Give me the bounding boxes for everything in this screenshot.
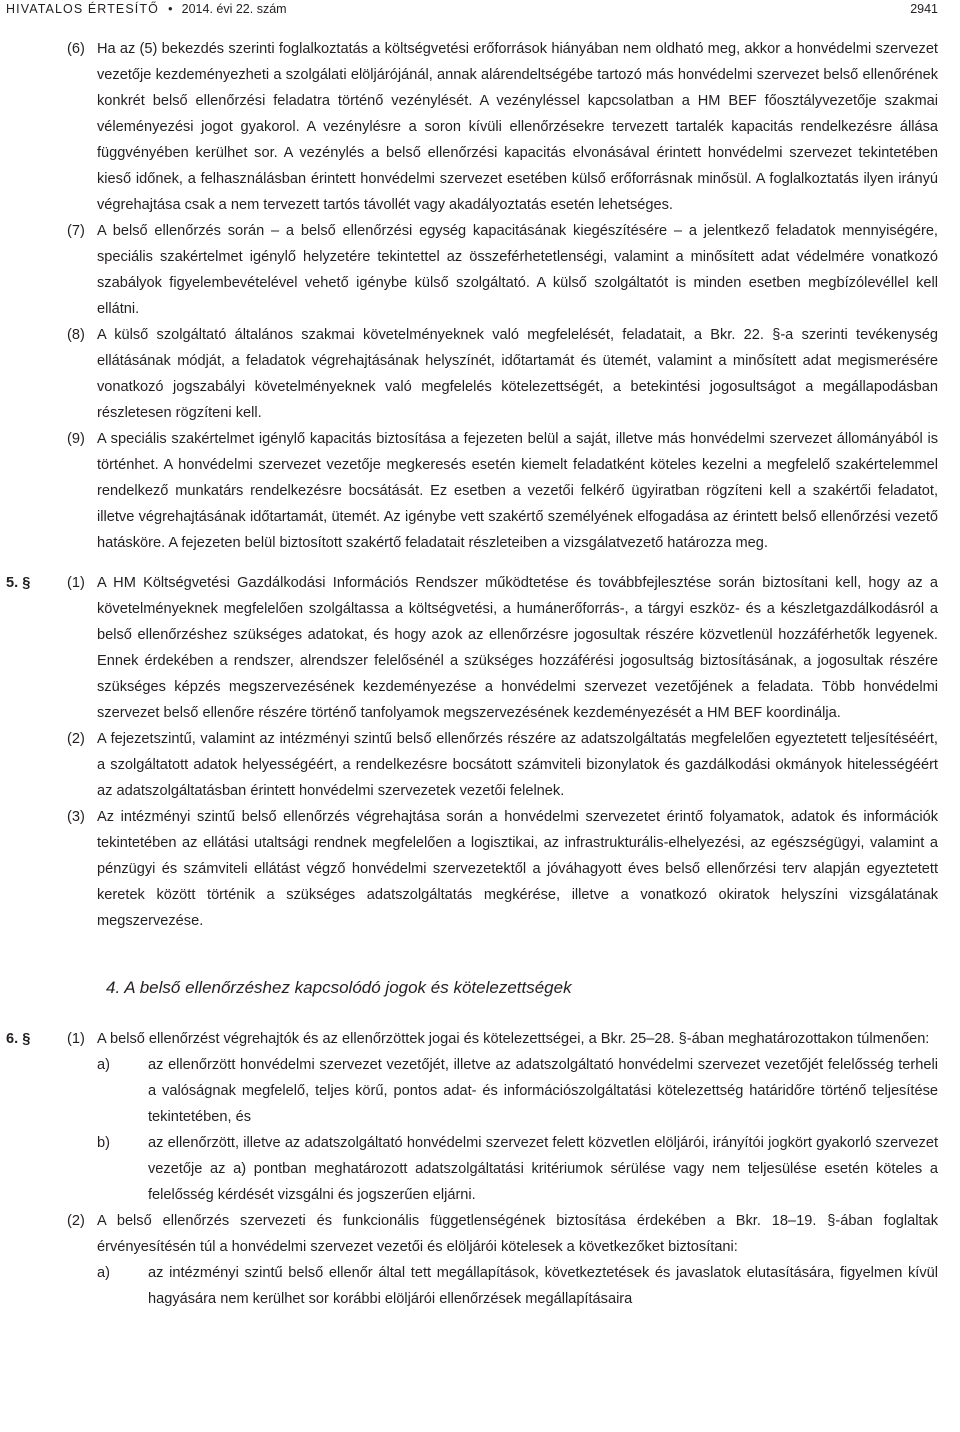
section-5-paragraph-1	[0, 570, 960, 726]
page-number: 2941	[910, 2, 938, 16]
section-6-paragraph-1	[0, 1026, 960, 1052]
chapter-heading: 4. A belső ellenőrzéshez kapcsolódó jogok és kötelezettségek	[106, 978, 572, 997]
paragraph-text: A fejezetszintű, valamint az intézményi szintű belső ellenőrzés részére az adatszolgáltatás megfelelően egyeztetett teljesítéséért, a szolgáltatott adatok helyességéért, a rendelkezésre bocsátott számviteli bizonylatok és gazdálkodási okmányok hitelességéért az adatszolgáltatásban érintett honvédelmi szervezetek vezetői felelnek.	[97, 731, 938, 799]
section-5-paragraph-2	[0, 726, 960, 804]
list-item-text: az ellenőrzött honvédelmi szervezet vezetőjét, illetve az adatszolgáltató honvédelmi szervezet vezetőjét felelősség terheli a valóságnak megfelelő, teljes körű, pontos adat- és információszolgáltatási kötelezettség határidőre történő teljesítése tekintetében, és	[148, 1057, 938, 1125]
journal-title	[6, 2, 287, 16]
section-label: 6. §	[6, 1031, 31, 1047]
paragraph-6	[0, 36, 960, 218]
header-separator: •	[168, 2, 173, 16]
list-item-a	[0, 1260, 960, 1312]
list-item-label: a)	[97, 1057, 110, 1073]
paragraph-7	[0, 218, 960, 322]
list-item-text: az intézményi szintű belső ellenőr által tett megállapítások, következtetések és javaslatok elutasítására, figyelmen kívül hagyására nem kerülhet sor korábbi elöljárói ellenőrzések megállapításaira	[148, 1265, 938, 1307]
paragraph-number: (7)	[67, 223, 85, 239]
paragraph-text: A HM Költségvetési Gazdálkodási Információs Rendszer működtetése és továbbfejlesztése során biztosítani kell, hogy az a követelményeknek megfelelően szolgáltassa a költségvetési, a humánerőforrás-, a tárgyi eszköz- és a készletgazdálkodásról a belső ellenőrzéshez szükséges adatokat, és hogy azok az ellenőrzésre jogosultak részére közvetlenül hozzáférhetők legyenek. Ennek érdekében a rendszer, alrendszer felelősénél a szükséges hozzáférési jogosultság biztosításának, a jogosultak részére szükséges képzés megszervezésének kezdeményezése a honvédelmi szervezet vezetőjének a feladata. Több honvédelmi szervezet belső ellenőre részére történő tanfolyamok megszervezésének kezdeményezését a HM BEF koordinálja.	[97, 575, 938, 721]
paragraph-number: (1)	[67, 1031, 85, 1047]
paragraph-text: A külső szolgáltató általános szakmai követelményeknek való megfelelését, feladatait, a Bkr. 22. §-a szerinti tevékenység ellátásának módját, a feladatok végrehajtásának helyszínét, időtartamát és ütemét, valamint a minősített adat megismerésére vonatkozó jogszabályi követelményeknek való megfelelés kötelezettségét, a betekintési jogosultságot a megállapodásban részletesen rögzíteni kell.	[97, 327, 938, 421]
paragraph-number: (2)	[67, 731, 85, 747]
paragraph-text: Az intézményi szintű belső ellenőrzés végrehajtása során a honvédelmi szervezetet érintő folyamatok, adatok és információk tekintetében az ellátási utaltsági rendnek megfelelően a logisztikai, az infrastrukturális-elhelyezési, az egészségügyi, valamint a pénzügyi és számviteli ellátást végző honvédelmi szervezetektől a jóváhagyott éves belső ellenőrzési terv alapján egyeztetett keretek között történik a szükséges adatszolgáltatás megkérése, illetve a vonatkozó okiratok helyszíni vizsgálatának megszervezése.	[97, 809, 938, 929]
list-item-text: az ellenőrzött, illetve az adatszolgáltató honvédelmi szervezet felett közvetlen elöljárói, irányítói jogkört gyakorló szervezet vezetője az a) pontban meghatározott adatszolgáltatási kritériumok sérülése vagy nem teljesülése esetén köteles a felelősség kérdését vizsgálni és jogszerűen eljárni.	[148, 1135, 938, 1203]
paragraph-number: (2)	[67, 1213, 85, 1229]
paragraph-number: (9)	[67, 431, 85, 447]
paragraph-number: (8)	[67, 327, 85, 343]
paragraph-text: A speciális szakértelmet igénylő kapacitás biztosítása a fejezeten belül a saját, illetve más honvédelmi szervezet állományából is történhet. A honvédelmi szervezet vezetője megkeresés esetén kiemelt feladatként köteles kezelni a megfelelő szakértelemmel rendelkező munkatárs rendelkezésre bocsátását. Ez esetben a vezetői felkérő ügyiratban rögzíteni kell a szakértői feladatot, illetve végrehajtásának időtartamát, ütemét. Az igénybe vett szakértő személyének elfogadása az érintett belső ellenőrzési vezető hatásköre. A fejezeten belül biztosított szakértő feladatait részleteiben a vizsgálatvezető határozza meg.	[97, 431, 938, 551]
list-item-label: a)	[97, 1265, 110, 1281]
issue-date: 2014. évi 22. szám	[181, 2, 287, 16]
section-gap	[0, 556, 960, 570]
page-header	[0, 0, 960, 22]
paragraph-number: (3)	[67, 809, 85, 825]
section-6-paragraph-2	[0, 1208, 960, 1260]
paragraph-text: A belső ellenőrzést végrehajtók és az ellenőrzöttek jogai és kötelezettségei, a Bkr. 25–28. §-ában meghatározottakon túlmenően:	[97, 1031, 930, 1047]
paragraph-8	[0, 322, 960, 426]
paragraph-number: (1)	[67, 575, 85, 591]
paragraph-9	[0, 426, 960, 556]
paragraph-text: A belső ellenőrzés szervezeti és funkcionális függetlenségének biztosítása érdekében a Bkr. 18–19. §-ában foglaltak érvényesítésén túl a honvédelmi szervezet vezetői és elöljárói kötelesek a következőket biztosítani:	[97, 1213, 938, 1255]
section-label: 5. §	[6, 575, 31, 591]
list-item-b	[0, 1130, 960, 1208]
document-body	[0, 36, 960, 1312]
list-item-label: b)	[97, 1135, 110, 1151]
paragraph-text: Ha az (5) bekezdés szerinti foglalkoztatás a költségvetési erőforrások hiányában nem oldható meg, akkor a honvédelmi szervezet vezetője kezdeményezheti a szolgálati elöljárójánál, annak alárendeltségébe tartozó más honvédelmi szervezet belső ellenőrének konkrét belső ellenőrzési feladatra történő vezénylését. A vezényléssel kapcsolatban a HM BEF főosztályvezetője szakmai véleményezési jogot gyakorol. A vezénylésre a soron kívüli ellenőrzésekre tervezett tartalék kapacitás rendelkezésre állása függvényében kerülhet sor. A vezénylés a belső ellenőrzési kapacitás elvonásával érintett honvédelmi szervezet tekintetében kieső időnek, a felhasználásban érintett honvédelmi szervezet esetében külső erőforrásnak minősül. A foglalkoztatás ilyen irányú végrehajtása csak a nem tervezett tartós távollét vagy akadályoztatás esetén lehetséges.	[97, 41, 938, 213]
paragraph-text: A belső ellenőrzés során – a belső ellenőrzési egység kapacitásának kiegészítésére – a jelentkező feladatok mennyiségére, speciális szakértelmet igénylő helyzetére tekintettel az összeférhetetlenségi, valamint a minősített adat védelmére vonatkozó szabályok figyelembevételével vehető igénybe külső szolgáltató. A külső szolgáltatót is minden esetben megbízólevéllel kell ellátni.	[97, 223, 938, 317]
list-item-a	[0, 1052, 960, 1130]
section-5-paragraph-3	[0, 804, 960, 934]
journal-name: HIVATALOS ÉRTESÍTŐ	[6, 2, 159, 16]
paragraph-number: (6)	[67, 41, 85, 57]
